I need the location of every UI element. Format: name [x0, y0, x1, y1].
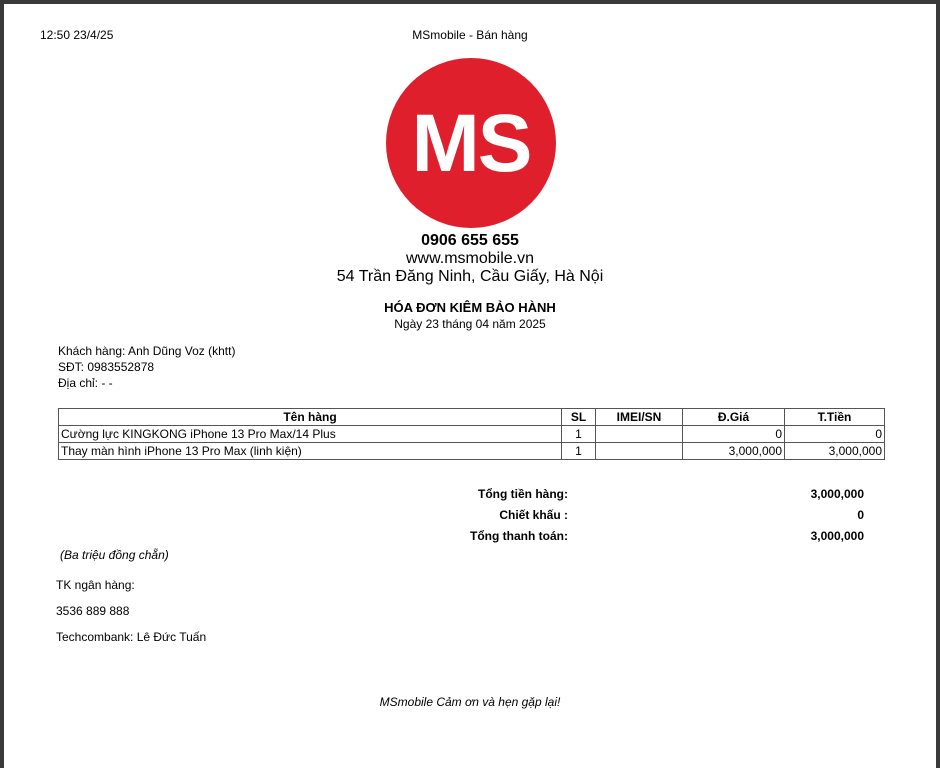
- col-header-imei: IMEI/SN: [596, 409, 683, 426]
- bank-holder: Techcombank: Lê Đức Tuấn: [56, 630, 207, 644]
- cell-qty: 1: [562, 443, 596, 460]
- cell-total: 3,000,000: [785, 443, 885, 460]
- subtotal-label: Tổng tiền hàng:: [478, 487, 568, 501]
- cell-total: 0: [785, 426, 885, 443]
- logo-text: MS: [411, 98, 531, 189]
- print-page-title: MSmobile - Bán hàng: [412, 28, 528, 42]
- cell-price: 0: [683, 426, 785, 443]
- bank-label: TK ngân hàng:: [56, 578, 135, 592]
- cell-imei: [596, 426, 683, 443]
- items-table: [58, 408, 885, 460]
- table-header-row: [59, 409, 885, 426]
- cell-imei: [596, 443, 683, 460]
- invoice-title: HÓA ĐƠN KIÊM BẢO HÀNH: [384, 300, 556, 315]
- customer-address: Địa chỉ: - -: [58, 376, 113, 390]
- thank-you-message: MSmobile Cảm ơn và hẹn gặp lại!: [379, 695, 561, 709]
- cell-qty: 1: [562, 426, 596, 443]
- print-datetime: 12:50 23/4/25: [40, 28, 114, 42]
- amount-in-words: (Ba triệu đồng chẵn): [60, 548, 169, 562]
- grand-total-label: Tổng thanh toán:: [470, 529, 568, 543]
- cell-price: 3,000,000: [683, 443, 785, 460]
- invoice-page: [4, 4, 936, 768]
- table-row: [59, 426, 885, 443]
- customer-name: Khách hàng: Anh Dũng Voz (khtt): [58, 344, 236, 358]
- customer-phone: SĐT: 0983552878: [58, 360, 155, 374]
- shop-website: www.msmobile.vn: [405, 250, 535, 267]
- shop-address: 54 Trần Đăng Ninh, Cầu Giấy, Hà Nội: [336, 268, 604, 285]
- cell-name: Cường lực KINGKONG iPhone 13 Pro Max/14 Plus: [59, 426, 562, 443]
- shop-phone: 0906 655 655: [421, 232, 519, 249]
- subtotal-value: 3,000,000: [810, 487, 864, 501]
- col-header-price: Đ.Giá: [683, 409, 785, 426]
- col-header-name: Tên hàng: [59, 409, 562, 426]
- discount-label: Chiết khấu :: [499, 508, 568, 522]
- cell-name: Thay màn hình iPhone 13 Pro Max (linh kiện): [59, 443, 562, 460]
- col-header-qty: SL: [562, 409, 596, 426]
- table-row: [59, 443, 885, 460]
- grand-total-value: 3,000,000: [810, 529, 864, 543]
- discount-value: 0: [857, 508, 864, 522]
- ms-logo: [386, 58, 556, 228]
- col-header-total: T.Tiền: [785, 409, 885, 426]
- invoice-date: Ngày 23 tháng 04 năm 2025: [394, 317, 546, 331]
- bank-account: 3536 889 888: [56, 604, 130, 618]
